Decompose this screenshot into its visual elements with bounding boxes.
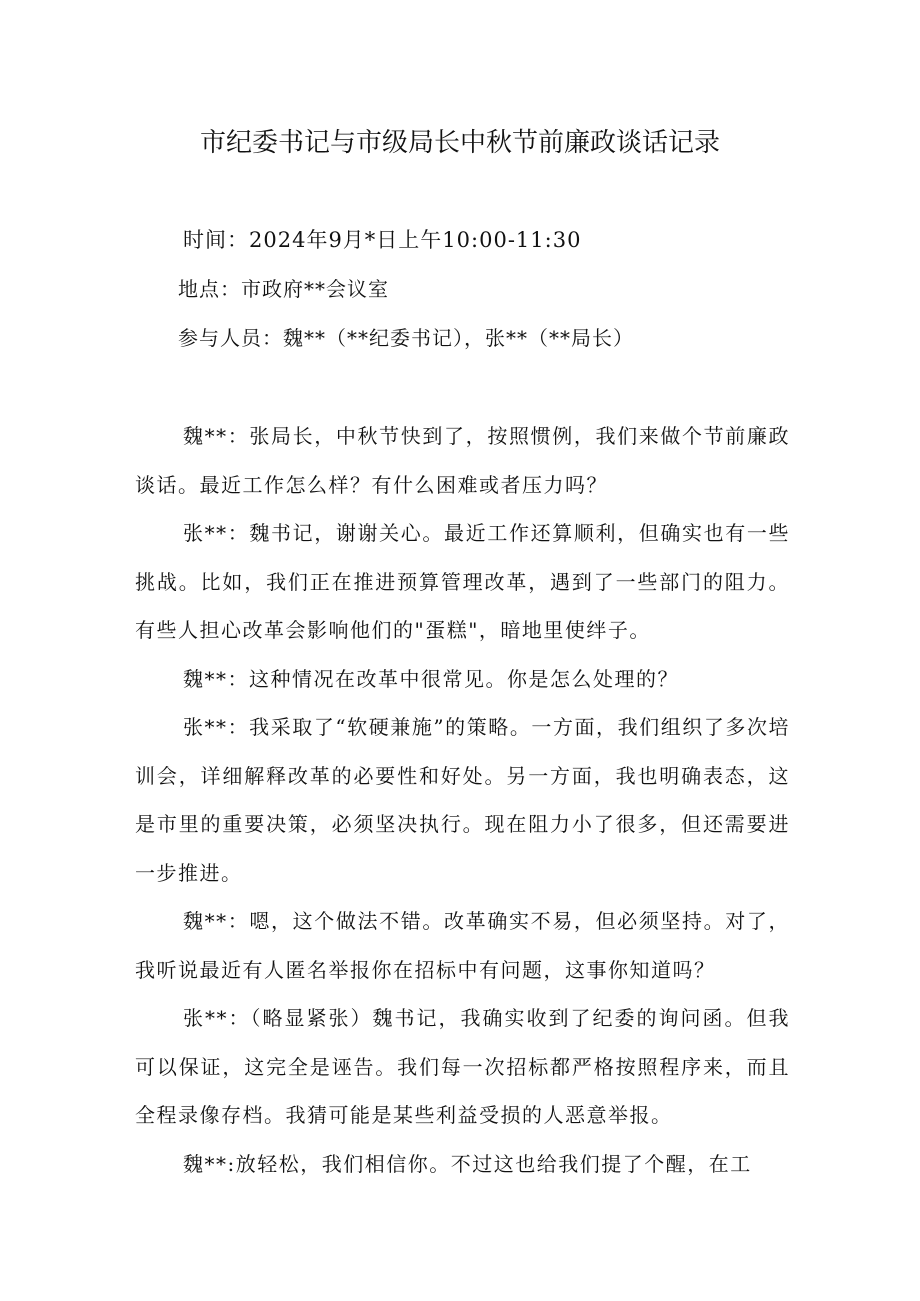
speech-text: 嗯，这个做法不错。改革确实不易，但必须坚持。对了，我听说最近有人匿名举报你在招标中有问题，这事你知道吗？ bbox=[135, 909, 791, 982]
speaker-name: 张**： bbox=[183, 521, 250, 545]
meeting-participants bbox=[178, 322, 634, 351]
speaker-name: 张**： bbox=[183, 715, 250, 739]
dialogue-paragraph bbox=[135, 655, 790, 704]
dialogue-paragraph bbox=[135, 412, 790, 509]
speech-text: 我采取了“软硬兼施”的策略。一方面，我们组织了多次培训会，详细解释改革的必要性和好处。另一方面，我也明确表态，这是市里的重要决策，必须坚决执行。现在阻力小了很多，但还需要进一步推进。 bbox=[135, 715, 791, 885]
meeting-time bbox=[183, 224, 581, 254]
speech-text: 魏书记，谢谢关心。最近工作还算顺利，但确实也有一些挑战。比如，我们正在推进预算管理改革，遇到了一些部门的阻力。有些人担心改革会影响他们的"蛋糕"，暗地里使绊子。 bbox=[135, 521, 791, 642]
speaker-name: 张**： bbox=[183, 1006, 251, 1030]
dialogue-paragraph bbox=[135, 509, 790, 655]
speech-text: 这种情况在改革中很常见。你是怎么处理的？ bbox=[249, 666, 679, 691]
time-value: 2024年9月*日上午10:00-11:30 bbox=[249, 228, 582, 252]
speaker-name: 魏**： bbox=[183, 666, 249, 691]
dialogue-paragraph bbox=[135, 994, 790, 1140]
meeting-place bbox=[178, 273, 389, 302]
place-value: 市政府**会议室 bbox=[241, 277, 389, 301]
dialogue-body bbox=[135, 412, 790, 1188]
time-label: 时间： bbox=[183, 228, 249, 252]
speech-text: 张局长，中秋节快到了，按照惯例，我们来做个节前廉政谈话。最近工作怎么样？有什么困难或者压力吗？ bbox=[135, 424, 791, 497]
dialogue-paragraph bbox=[135, 1140, 790, 1189]
speech-text: 放轻松，我们相信你。不过这也给我们提了个醒，在工 bbox=[235, 1151, 752, 1176]
participants-value: 魏**（**纪委书记），张**（**局长） bbox=[283, 326, 634, 350]
place-label: 地点： bbox=[178, 277, 241, 301]
speech-text: （略显紧张）魏书记，我确实收到了纪委的询问函。但我可以保证，这完全是诬告。我们每一次招标都严格按照程序来，而且全程录像存档。我猜可能是某些利益受损的人恶意举报。 bbox=[135, 1006, 790, 1127]
speaker-name: 魏**： bbox=[183, 424, 250, 448]
participants-label: 参与人员： bbox=[178, 326, 283, 350]
speaker-name: 魏**： bbox=[183, 909, 250, 933]
document-title: 市纪委书记与市级局长中秋节前廉政谈话记录 bbox=[199, 128, 720, 158]
dialogue-paragraph bbox=[135, 703, 790, 897]
dialogue-paragraph bbox=[135, 897, 790, 994]
speaker-name: 魏**: bbox=[183, 1151, 236, 1176]
